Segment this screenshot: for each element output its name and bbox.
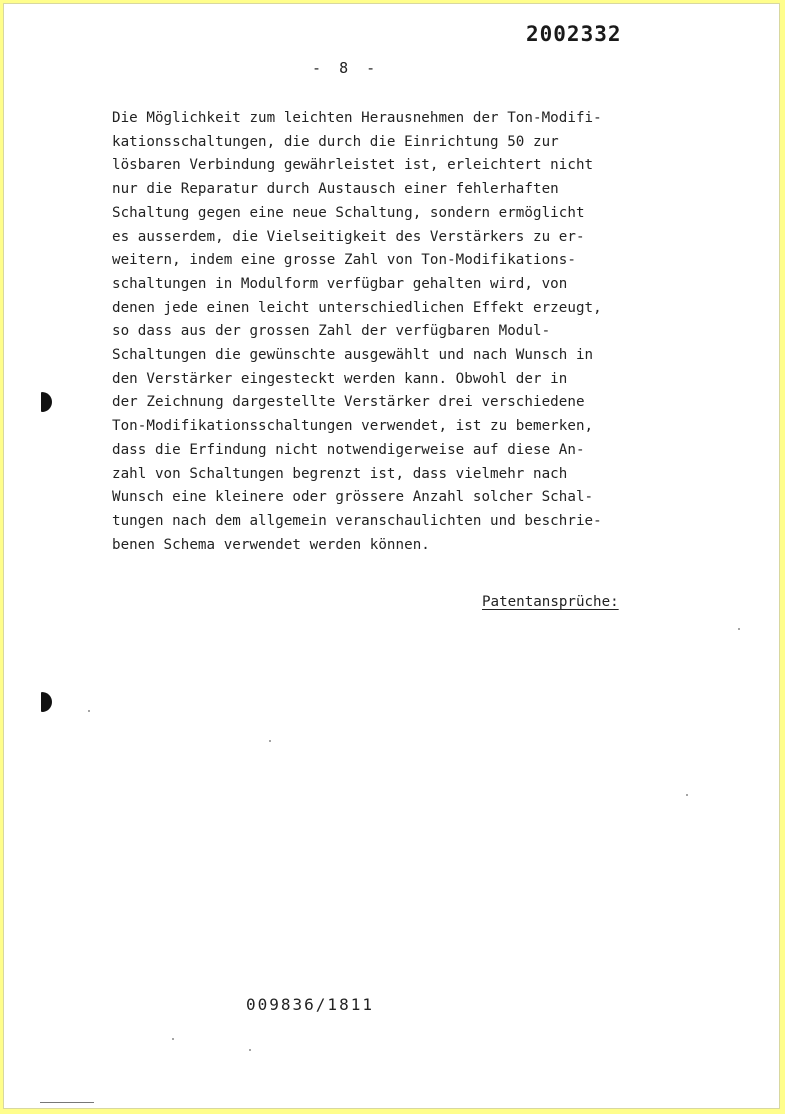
punch-hole-mark xyxy=(41,392,52,412)
text-line: lösbaren Verbindung gewährleistet ist, erleichtert nicht xyxy=(112,157,594,174)
scan-speck xyxy=(172,1038,174,1040)
text-line: nur die Reparatur durch Austausch einer fehlerhaften xyxy=(112,181,559,198)
text-line: kationsschaltungen, die durch die Einrichtung 50 zur xyxy=(112,133,559,150)
text-line: benen Schema verwendet werden können. xyxy=(112,536,430,553)
text-line: es ausserdem, die Vielseitigkeit des Verstärkers zu er- xyxy=(112,228,585,245)
text-line: Schaltungen die gewünschte ausgewählt und nach Wunsch in xyxy=(112,347,594,364)
scan-speck xyxy=(738,628,740,630)
footer-code: 009836/1811 xyxy=(246,995,374,1014)
scan-edge-mark xyxy=(40,1102,94,1103)
text-line: dass die Erfindung nicht notwendigerweise auf diese An- xyxy=(112,441,585,458)
scan-speck xyxy=(88,710,90,712)
text-line: der Zeichnung dargestellte Verstärker drei verschiedene xyxy=(112,394,585,411)
text-line: Die Möglichkeit zum leichten Herausnehmen der Ton-Modifi- xyxy=(112,110,602,126)
body-paragraph xyxy=(112,107,652,557)
scan-speck xyxy=(269,740,271,742)
text-line: Wunsch eine kleinere oder grössere Anzahl solcher Schal- xyxy=(112,489,594,506)
text-line: den Verstärker eingesteckt werden kann. Obwohl der in xyxy=(112,370,568,387)
text-line: schaltungen in Modulform verfügbar gehalten wird, von xyxy=(112,275,568,292)
text-line: Ton-Modifikationsschaltungen verwendet, ist zu bemerken, xyxy=(112,418,594,435)
page-number: - 8 - xyxy=(312,59,376,77)
scan-speck xyxy=(686,794,688,796)
text-line: zahl von Schaltungen begrenzt ist, dass vielmehr nach xyxy=(112,465,568,482)
text-line: so dass aus der grossen Zahl der verfügbaren Modul- xyxy=(112,323,551,340)
document-page xyxy=(3,3,780,1109)
text-line: weitern, indem eine grosse Zahl von Ton-Modifikations- xyxy=(112,252,576,269)
scan-speck xyxy=(249,1049,251,1051)
text-line: tungen nach dem allgemein veranschaulichten und beschrie- xyxy=(112,512,602,529)
text-line: denen jede einen leicht unterschiedlichen Effekt erzeugt, xyxy=(112,299,602,316)
document-number: 2002332 xyxy=(526,22,622,46)
text-line: Schaltung gegen eine neue Schaltung, sondern ermöglicht xyxy=(112,204,585,221)
punch-hole-mark xyxy=(41,692,52,712)
claims-heading: Patentansprüche: xyxy=(482,594,619,610)
